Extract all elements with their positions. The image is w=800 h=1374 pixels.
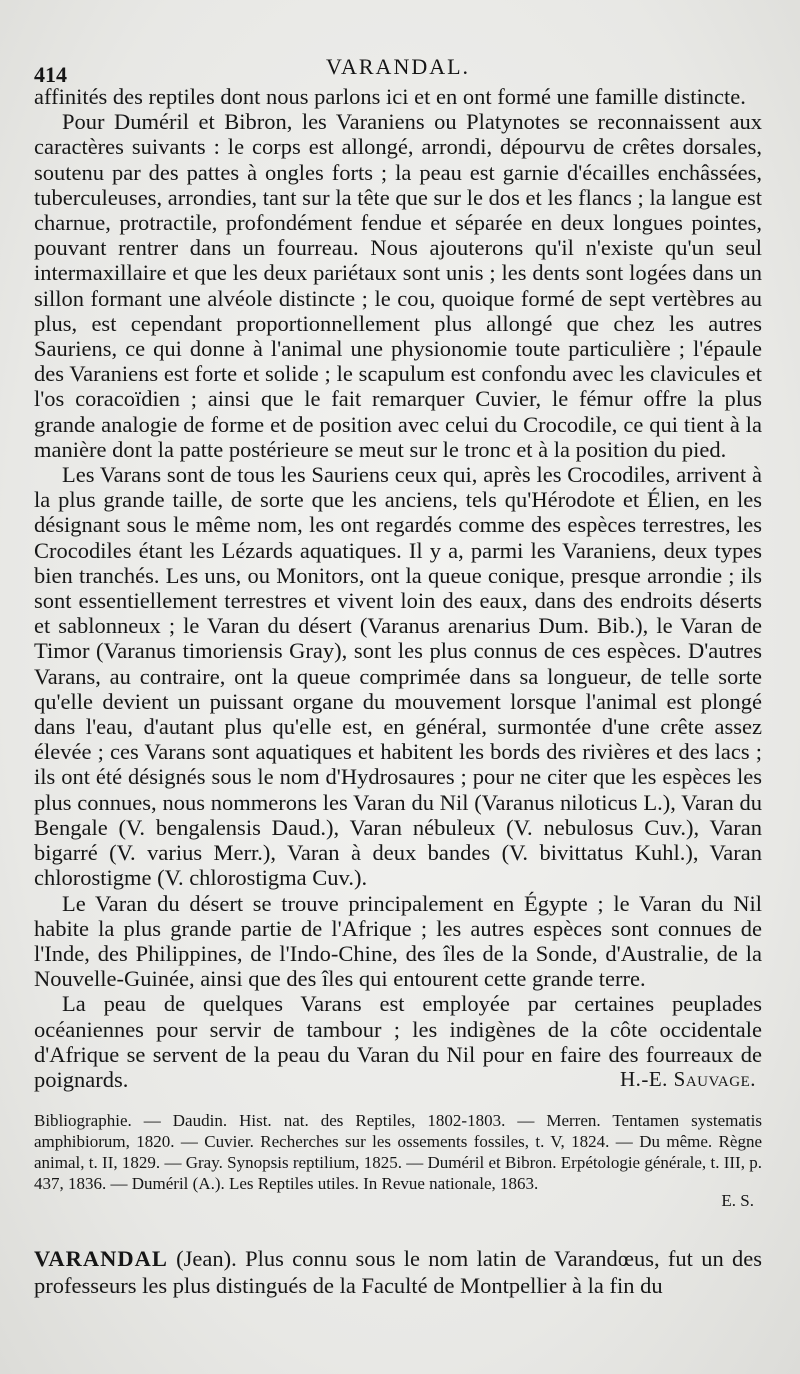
paragraph: Le Varan du désert se trouve principalement en Égypte ; le Varan du Nil habite la plus grande partie de l'Afrique ; les autres espèces sont connues de l'Inde, des Philippines, de l'Indo-Chine, des îles de la Sonde, d'Australie, de la Nouvelle-Guinée, ainsi que des îles qui entourent cette grande terre. (34, 890, 762, 992)
page-number: 414 (34, 62, 67, 87)
paragraph: Les Varans sont de tous les Sauriens ceux qui, après les Crocodiles, arrivent à la plus grande taille, de sorte que les anciens, tels qu'Hérodote et Élien, en les désignant sous le même nom, les ont regardés comme des espèces terrestres, les Crocodiles étant les Lézards aquatiques. Il y a, parmi les Varaniens, deux types bien tranchés. Les uns, ou Monitors, ont la queue conique, presque arrondie ; ils sont essentiellement terrestres et vivent loin des eaux, dans des endroits déserts et sablonneux ; le Varan du désert (Varanus arenarius Dum. Bib.), le Varan de Timor (Varanus timoriensis Gray), sont les plus connus de ces espèces. D'autres Varans, au contraire, ont la queue comprimée dans sa longueur, de telle sorte qu'elle devient un puissant organe du mouvement lorsque l'animal est plongé dans l'eau, d'autant plus qu'elle est, en général, surmontée d'une crête assez élevée ; ces Varans sont aquatiques et habitent les bords des rivières et des lacs ; ils ont été désignés sous le nom d'Hydrosaures ; pour ne citer que les espèces les plus connues, nous nommerons les Varan du Nil (Varanus niloticus L.), Varan du Bengale (V. bengalensis Daud.), Varan nébuleux (V. nebulosus Cuv.), Varan bigarré (V. varius Merr.), Varan à deux bandes (V. bivittatus Kuhl.), Varan chlorostigme (V. chlorostigma Cuv.). (34, 462, 762, 891)
page-header (34, 44, 762, 87)
article-body (34, 84, 762, 1092)
bibliography-signature: E. S. (721, 1191, 754, 1211)
bibliography (34, 1110, 762, 1211)
paragraph: affinités des reptiles dont nous parlons ici et en ont formé une famille distincte. (34, 84, 746, 109)
entry-text: Plus connu sous le nom latin de Varandœus, fut un des professeurs les plus distingués de la Faculté de Montpellier à la fin du (34, 1246, 763, 1299)
bibliography-text: Bibliographie. — Daudin. Hist. nat. des Reptiles, 1802-1803. — Merren. Tentamen systematis amphibiorum, 1820. — Cuvier. Recherches sur les ossements fossiles, t. V, 1824. — Du même. Règne animal, t. II, 1829. — Gray. Synopsis reptilium, 1825. — Duméril et Bibron. Erpétologie générale, t. III, p. 437, 1836. — Duméril (A.). Les Reptiles utiles. In Revue nationale, 1863. (34, 1111, 762, 1194)
entry-forename: (Jean). (176, 1246, 237, 1272)
running-title: VARANDAL. (325, 54, 471, 79)
next-entry (34, 1245, 762, 1299)
paragraph: La peau de quelques Varans est employée par certaines peuplades océaniennes pour servir de tambour ; les indigènes de la côte occidentale d'Afrique se servent de la peau du Varan du Nil pour en faire des fourreaux de poignards. (34, 991, 762, 1092)
paragraph: Pour Duméril et Bibron, les Varaniens ou Platynotes se reconnaissent aux caractères suivants : le corps est allongé, arrondi, dépourvu de crêtes dorsales, soutenu par des pattes à ongles forts ; la peau est garnie d'écailles enchâssées, tuberculeuses, arrondies, tant sur la tête que sur le dos et les flancs ; la langue est charnue, protractile, profondément fendue et séparée en deux longues pointes, pouvant rentrer dans un fourreau. Nous ajouterons qu'il n'existe qu'un seul intermaxillaire et que les deux pariétaux sont unis ; les dents sont logées dans un sillon formant une alvéole distincte ; le cou, quoique formé de sept vertèbres au plus, est cependant proportionnellement plus allongé que chez les autres Sauriens, ce qui donne à l'animal une physionomie toute particulière ; l'épaule des Varaniens est forte et solide ; le scapulum est confondu avec les clavicules et l'os coracoïdien ; ainsi que le fait remarquer Cuvier, le fémur offre la plus grande analogie de forme et de position avec celui du Crocodile, ce qui tient à la manière dont la patte postérieure se meut sur le tronc et à la position du pied. (34, 109, 762, 462)
entry-headword: VARANDAL (34, 1246, 168, 1272)
author-signature: H.-E. Sauvage. (619, 1067, 756, 1092)
